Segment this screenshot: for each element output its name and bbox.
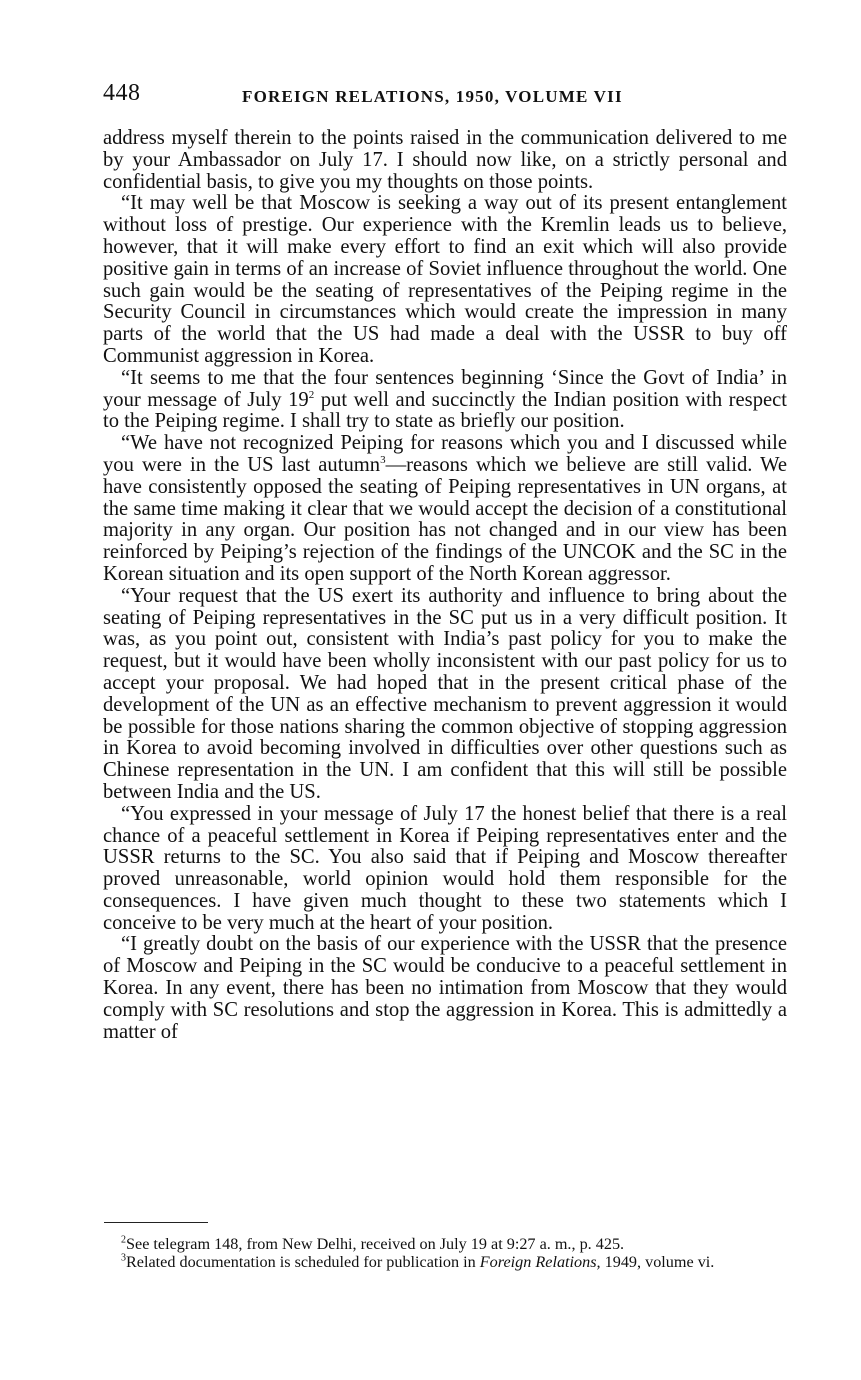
footnote	[103, 1236, 787, 1254]
footnote-text: 1949, volume vi.	[600, 1252, 715, 1271]
footnote-reference: 3	[380, 454, 386, 467]
footnote-text: Related documentation is scheduled for publication in	[126, 1252, 480, 1271]
paragraph	[103, 433, 787, 586]
footnote-mark: 2	[121, 1234, 126, 1246]
paragraph-text: “It seems to me that the four sentences beginning ‘Since the Govt of India’ in your message of July 19	[103, 366, 787, 411]
body-text	[103, 128, 787, 1043]
paragraph-text: “We have not recognized Peiping for reasons which you and I discussed while you were in the US last autumn	[103, 432, 787, 476]
running-title: FOREIGN RELATIONS, 1950, VOLUME VII	[242, 87, 623, 106]
footnotes	[103, 1236, 787, 1271]
paragraph-text: —reasons which we believe are still valid. We have consistently opposed the seating of Peiping representatives in UN organs, at the same time making it clear that we would accept the decision of a constitutional majority in any organ. Our position has not changed and in our view has been reinforced by Peiping’s rejection of the findings of the UNCOK and the SC in the Korean situation and its open support of the North Korean aggressor.	[103, 453, 787, 585]
paragraph: “I greatly doubt on the basis of our experience with the USSR that the presence of Moscow and Peiping in the SC would be conducive to a peaceful settlement in Korea. In any event, there has been no intimation from Moscow that they would comply with SC resolutions and stop the aggression in Korea. This is admittedly a matter of	[103, 933, 787, 1043]
paragraph	[103, 368, 787, 433]
paragraph: “It may well be that Moscow is seeking a way out of its present entanglement without loss of prestige. Our experience with the Kremlin leads us to believe, however, that it will make every effort to find an exit which will also provide positive gain in terms of an increase of Soviet influence throughout the world. One such gain would be the seating of representatives of the Peiping regime in the Security Council in circumstances which would create the impression in many parts of the world that the US had made a deal with the USSR to buy off Communist aggression in Korea.	[103, 192, 787, 367]
footnote-italic-title: Foreign Relations,	[479, 1252, 601, 1271]
footnote-divider	[104, 1222, 208, 1223]
paragraph: “Your request that the US exert its authority and influence to bring about the seating of Peiping representatives in the SC put us in a very difficult position. It was, as you point out, consistent with India’s past policy for you to make the request, but it would have been wholly inconsistent with our past policy for us to accept your proposal. We had hoped that in the present critical phase of the development of the UN as an effective mechanism to prevent aggression it would be possible for those nations sharing the common objective of stopping aggression in Korea to avoid becoming involved in difficulties over other questions such as Chinese representation in the UN. I am confident that this will still be possible between India and the US.	[103, 584, 787, 803]
paragraph-text: put well and succinctly the Indian position with respect to the Peiping regime. I shall try to state as briefly our position.	[103, 388, 787, 433]
footnote-mark: 3	[121, 1252, 126, 1264]
footnote	[103, 1254, 787, 1272]
paragraph: address myself therein to the points raised in the communication delivered to me by your Ambassador on July 17. I should now like, on a strictly personal and confidential basis, to give you my thoughts on those points.	[103, 127, 787, 193]
footnote-text: See telegram 148, from New Delhi, received on July 19 at 9:27 a. m., p. 425.	[126, 1235, 625, 1253]
page-number: 448	[103, 80, 141, 106]
footnote-reference: 2	[308, 388, 315, 401]
paragraph: “You expressed in your message of July 17 the honest belief that there is a real chance of a peaceful settlement in Korea if Peiping representatives enter and the USSR returns to the SC. You also said that if Peiping and Moscow thereafter proved unreasonable, world opinion would hold them responsible for the consequences. I have given much thought to these two statements which I conceive to be very much at the heart of your position.	[103, 802, 787, 934]
